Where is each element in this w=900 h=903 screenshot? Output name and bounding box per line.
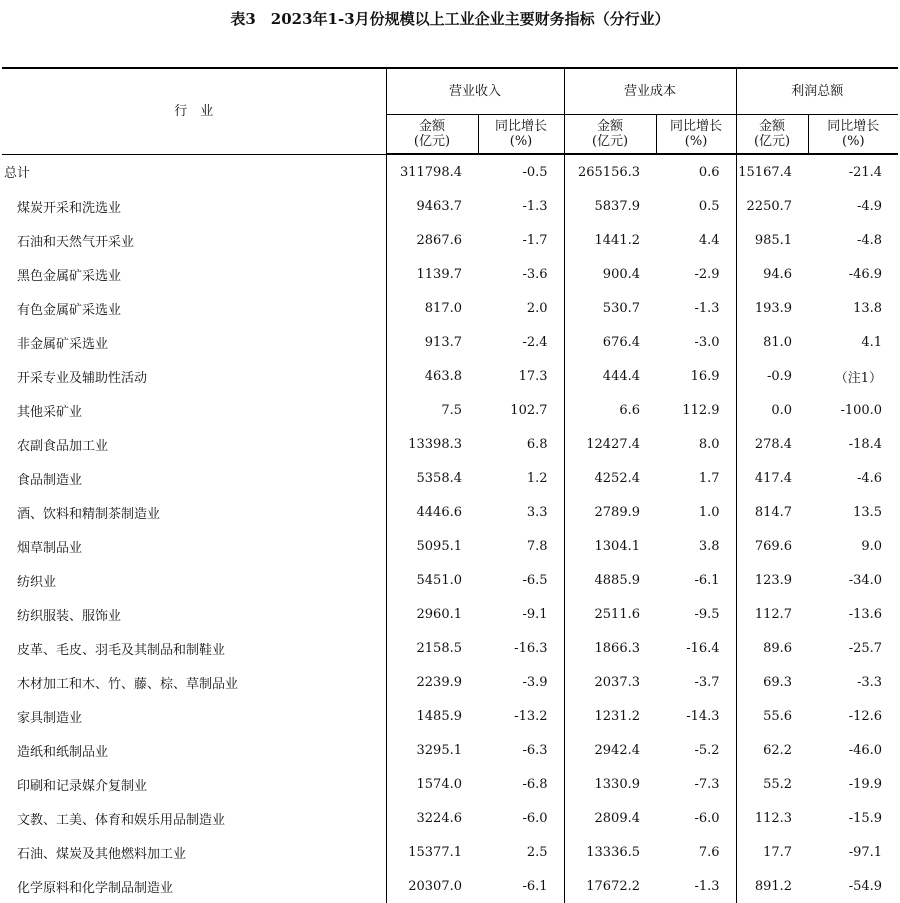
profit-amount-cell: 0.0 [736, 393, 808, 427]
cost-amount-cell: 12427.4 [564, 427, 656, 461]
table-body [2, 154, 898, 903]
cost-amount-cell: 1231.2 [564, 699, 656, 733]
table-row [2, 801, 898, 835]
profit-amount-cell: 55.2 [736, 767, 808, 801]
revenue-growth-cell: -6.0 [522, 810, 548, 826]
industry-name-cell: 化学原料和化学制品制造业 [17, 880, 174, 896]
revenue-amount-cell: 2239.9 [386, 665, 478, 699]
profit-growth-cell: -4.9 [856, 198, 883, 214]
table-row [2, 257, 898, 291]
cost-amount-cell: 2942.4 [564, 733, 656, 767]
industry-name-cell: 印刷和记录媒介复制业 [17, 778, 148, 794]
table-row [2, 869, 898, 903]
cost-amount-cell: 2809.4 [564, 801, 656, 835]
revenue-amount-cell: 13398.3 [386, 427, 478, 461]
profit-growth-cell: -3.3 [856, 674, 883, 690]
cost-growth-cell: -3.0 [694, 334, 720, 350]
cost-amount-cell: 265156.3 [564, 154, 656, 189]
industry-name-cell: 其他采矿业 [17, 404, 83, 420]
revenue-growth-cell: -1.7 [522, 232, 548, 248]
revenue-growth-cell: -6.3 [522, 742, 548, 758]
revenue-growth-header: 同比增长 (%) [478, 115, 564, 155]
table-row [2, 325, 898, 359]
profit-growth-cell: -54.9 [848, 878, 883, 894]
cost-growth-cell: -7.3 [694, 776, 720, 792]
cost-header: 营业成本 [564, 68, 736, 115]
page-title: 表3 2023年1-3月份规模以上工业企业主要财务指标（分行业） [230, 10, 670, 28]
profit-growth-cell: -4.8 [856, 232, 883, 248]
cost-growth-cell: 16.9 [690, 368, 720, 384]
cost-growth-cell: -14.3 [686, 708, 720, 724]
profit-amount-cell: 123.9 [736, 563, 808, 597]
cost-growth-cell: -9.5 [694, 606, 720, 622]
cost-growth-cell: -6.0 [694, 810, 720, 826]
table-row [2, 189, 898, 223]
revenue-growth-cell: -16.3 [514, 640, 548, 656]
revenue-growth-cell: -9.1 [522, 606, 548, 622]
cost-growth-cell: 8.0 [698, 436, 720, 452]
table-row [2, 767, 898, 801]
table-row [2, 733, 898, 767]
cost-amount-cell: 5837.9 [564, 189, 656, 223]
revenue-amount-cell: 2867.6 [386, 223, 478, 257]
cost-growth-cell: -1.3 [694, 300, 720, 316]
revenue-growth-cell: 2.0 [526, 300, 548, 316]
industry-name-cell: 酒、饮料和精制茶制造业 [17, 506, 161, 522]
cost-growth-cell: 1.7 [698, 470, 720, 486]
table-row [2, 563, 898, 597]
profit-growth-cell: -15.9 [848, 810, 883, 826]
profit-amount-cell: 69.3 [736, 665, 808, 699]
table-row [2, 291, 898, 325]
financial-indicators-table [2, 67, 898, 903]
cost-growth-cell: 7.6 [698, 844, 720, 860]
revenue-growth-cell: -6.8 [522, 776, 548, 792]
profit-growth-cell: -13.6 [848, 606, 883, 622]
cost-amount-cell: 1330.9 [564, 767, 656, 801]
industry-name-cell: 纺织服装、服饰业 [17, 608, 122, 624]
table-row [2, 427, 898, 461]
revenue-growth-cell: -3.6 [522, 266, 548, 282]
cost-growth-cell: 112.9 [682, 402, 720, 418]
table-row [2, 495, 898, 529]
revenue-amount-cell: 20307.0 [386, 869, 478, 903]
cost-growth-cell: -3.7 [694, 674, 720, 690]
profit-amount-cell: 15167.4 [736, 154, 808, 189]
profit-amount-cell: 112.3 [736, 801, 808, 835]
industry-name-cell: 家具制造业 [17, 710, 83, 726]
profit-growth-cell: 4.1 [861, 334, 883, 350]
table-row [2, 393, 898, 427]
profit-amount-cell: 112.7 [736, 597, 808, 631]
profit-growth-cell: 13.5 [853, 504, 883, 520]
revenue-amount-cell: 5358.4 [386, 461, 478, 495]
profit-amount-header: 金额 (亿元) [736, 115, 808, 155]
cost-amount-cell: 1304.1 [564, 529, 656, 563]
profit-header: 利润总额 [736, 68, 898, 115]
industry-name-cell: 开采专业及辅助性活动 [17, 370, 148, 386]
industry-name-cell: 煤炭开采和洗选业 [17, 200, 122, 216]
profit-amount-cell: 2250.7 [736, 189, 808, 223]
cost-growth-cell: 0.6 [698, 164, 720, 180]
industry-name-cell: 石油和天然气开采业 [17, 234, 135, 250]
table-row-total [2, 154, 898, 189]
cost-amount-cell: 13336.5 [564, 835, 656, 869]
table-row [2, 359, 898, 393]
cost-amount-cell: 2037.3 [564, 665, 656, 699]
cost-amount-cell: 1866.3 [564, 631, 656, 665]
profit-growth-cell: -46.9 [848, 266, 883, 282]
cost-growth-cell: 4.4 [698, 232, 720, 248]
cost-amount-cell: 1441.2 [564, 223, 656, 257]
profit-growth-cell: -18.4 [848, 436, 883, 452]
profit-amount-cell: 89.6 [736, 631, 808, 665]
industry-name-cell: 食品制造业 [17, 472, 83, 488]
cost-amount-cell: 530.7 [564, 291, 656, 325]
revenue-growth-cell: -0.5 [522, 164, 548, 180]
revenue-growth-cell: 7.8 [526, 538, 548, 554]
profit-growth-cell: 9.0 [861, 538, 883, 554]
industry-name-cell: 烟草制品业 [17, 540, 83, 556]
industry-name-cell: 总计 [4, 166, 31, 182]
revenue-header: 营业收入 [386, 68, 564, 115]
profit-amount-cell: 985.1 [736, 223, 808, 257]
industry-name-cell: 造纸和纸制品业 [17, 744, 109, 760]
industry-name-cell: 有色金属矿采选业 [17, 302, 122, 318]
revenue-growth-cell: -1.3 [522, 198, 548, 214]
industry-name-cell: 纺织业 [17, 574, 57, 590]
profit-amount-cell: 55.6 [736, 699, 808, 733]
cost-growth-cell: 3.8 [698, 538, 720, 554]
industry-name-cell: 皮革、毛皮、羽毛及其制品和制鞋业 [17, 642, 226, 658]
profit-amount-cell: 81.0 [736, 325, 808, 359]
revenue-growth-cell: 17.3 [518, 368, 548, 384]
revenue-amount-cell: 15377.1 [386, 835, 478, 869]
table-row [2, 631, 898, 665]
profit-growth-cell: -21.4 [848, 164, 883, 180]
profit-growth-cell: -19.9 [848, 776, 883, 792]
table-row [2, 461, 898, 495]
profit-growth-cell: -25.7 [848, 640, 883, 656]
cost-amount-cell: 4252.4 [564, 461, 656, 495]
table-row [2, 597, 898, 631]
cost-amount-cell: 17672.2 [564, 869, 656, 903]
revenue-amount-cell: 463.8 [386, 359, 478, 393]
industry-name-cell: 文教、工美、体育和娱乐用品制造业 [17, 812, 226, 828]
revenue-amount-cell: 4446.6 [386, 495, 478, 529]
profit-growth-cell: -4.6 [856, 470, 883, 486]
profit-growth-header: 同比增长 (%) [808, 115, 898, 155]
revenue-growth-cell: -2.4 [522, 334, 548, 350]
cost-growth-cell: 1.0 [698, 504, 720, 520]
table-row [2, 699, 898, 733]
profit-growth-cell: -100.0 [840, 402, 883, 418]
revenue-growth-cell: -13.2 [514, 708, 548, 724]
revenue-amount-cell: 913.7 [386, 325, 478, 359]
cost-amount-cell: 676.4 [564, 325, 656, 359]
revenue-growth-cell: -6.5 [522, 572, 548, 588]
cost-growth-header: 同比增长 (%) [656, 115, 736, 155]
cost-amount-cell: 6.6 [564, 393, 656, 427]
cost-growth-cell: -1.3 [694, 878, 720, 894]
revenue-amount-cell: 1485.9 [386, 699, 478, 733]
industry-name-cell: 农副食品加工业 [17, 438, 109, 454]
profit-amount-cell: 193.9 [736, 291, 808, 325]
table-row [2, 835, 898, 869]
revenue-amount-cell: 9463.7 [386, 189, 478, 223]
profit-amount-cell: 814.7 [736, 495, 808, 529]
table-row [2, 529, 898, 563]
cost-amount-cell: 2511.6 [564, 597, 656, 631]
profit-growth-cell: -34.0 [848, 572, 883, 588]
revenue-amount-cell: 3295.1 [386, 733, 478, 767]
profit-amount-cell: 769.6 [736, 529, 808, 563]
profit-amount-cell: 891.2 [736, 869, 808, 903]
profit-growth-cell: -12.6 [848, 708, 883, 724]
revenue-amount-cell: 817.0 [386, 291, 478, 325]
cost-growth-cell: 0.5 [698, 198, 720, 214]
table-row [2, 665, 898, 699]
profit-amount-cell: 94.6 [736, 257, 808, 291]
revenue-amount-cell: 311798.4 [386, 154, 478, 189]
cost-growth-cell: -5.2 [694, 742, 720, 758]
cost-amount-cell: 444.4 [564, 359, 656, 393]
profit-amount-cell: 278.4 [736, 427, 808, 461]
profit-growth-cell: -46.0 [848, 742, 883, 758]
revenue-amount-cell: 7.5 [386, 393, 478, 427]
revenue-amount-cell: 3224.6 [386, 801, 478, 835]
cost-amount-cell: 4885.9 [564, 563, 656, 597]
industry-name-cell: 石油、煤炭及其他燃料加工业 [17, 846, 187, 862]
cost-amount-cell: 900.4 [564, 257, 656, 291]
cost-growth-cell: -6.1 [694, 572, 720, 588]
revenue-growth-cell: 6.8 [526, 436, 548, 452]
revenue-growth-cell: -3.9 [522, 674, 548, 690]
revenue-amount-cell: 5451.0 [386, 563, 478, 597]
profit-amount-cell: -0.9 [736, 359, 808, 393]
profit-amount-cell: 417.4 [736, 461, 808, 495]
cost-growth-cell: -16.4 [686, 640, 720, 656]
industry-header: 行 业 [2, 68, 386, 154]
revenue-growth-cell: -6.1 [522, 878, 548, 894]
revenue-growth-cell: 3.3 [526, 504, 548, 520]
revenue-growth-cell: 1.2 [526, 470, 548, 486]
profit-growth-cell: -97.1 [848, 844, 883, 860]
revenue-amount-cell: 2158.5 [386, 631, 478, 665]
profit-growth-cell: （注1） [834, 370, 883, 386]
revenue-amount-cell: 1139.7 [386, 257, 478, 291]
profit-growth-cell: 13.8 [853, 300, 883, 316]
industry-name-cell: 黑色金属矿采选业 [17, 268, 122, 284]
cost-growth-cell: -2.9 [694, 266, 720, 282]
revenue-growth-cell: 2.5 [526, 844, 548, 860]
table-row [2, 223, 898, 257]
revenue-amount-cell: 2960.1 [386, 597, 478, 631]
cost-amount-cell: 2789.9 [564, 495, 656, 529]
revenue-amount-header: 金额 (亿元) [386, 115, 478, 155]
industry-name-cell: 非金属矿采选业 [17, 336, 109, 352]
revenue-growth-cell: 102.7 [510, 402, 548, 418]
revenue-amount-cell: 5095.1 [386, 529, 478, 563]
industry-name-cell: 木材加工和木、竹、藤、棕、草制品业 [17, 676, 239, 692]
revenue-amount-cell: 1574.0 [386, 767, 478, 801]
cost-amount-header: 金额 (亿元) [564, 115, 656, 155]
profit-amount-cell: 62.2 [736, 733, 808, 767]
profit-amount-cell: 17.7 [736, 835, 808, 869]
